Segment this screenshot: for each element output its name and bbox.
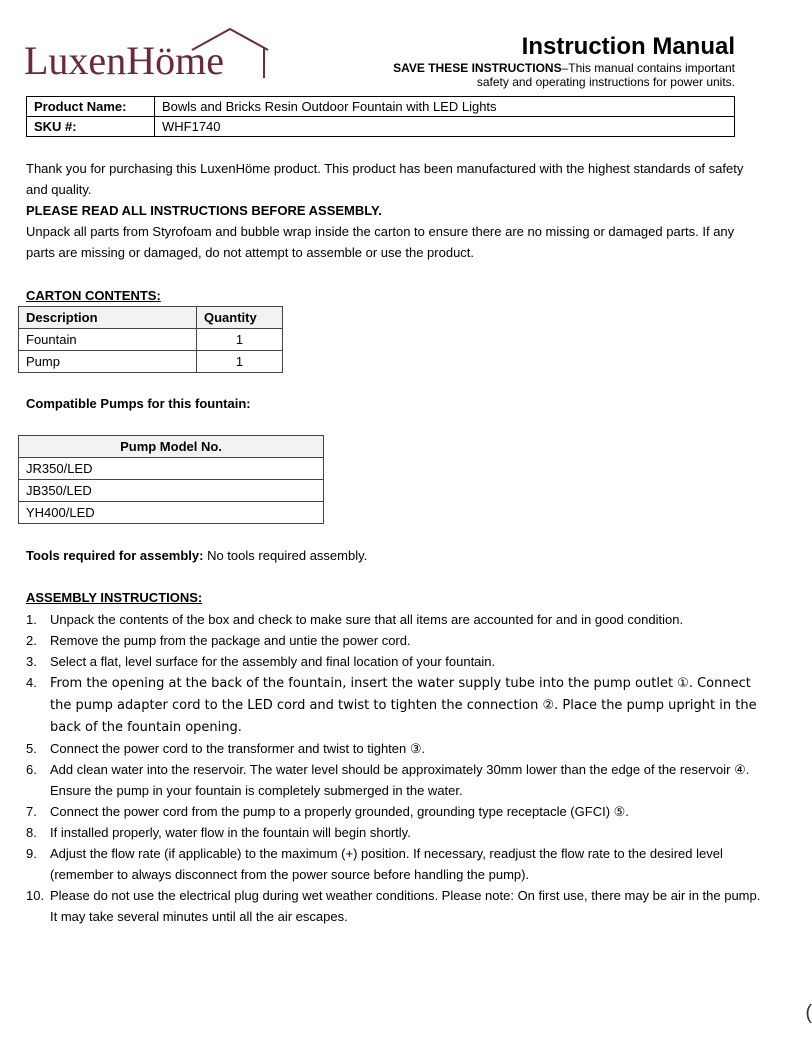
step-text: Unpack the contents of the box and check to make sure that all items are accounted for and in good condition. [50,612,684,627]
step-text: Connect the power cord from the pump to a properly grounded, grounding type receptacle (GFCI) ⑤. [50,804,629,819]
list-item [26,843,766,885]
save-instructions-bold: SAVE THESE INSTRUCTIONS [393,61,562,75]
manual-title: Instruction Manual [521,33,735,60]
list-item [26,630,766,651]
carton-item-quantity: 1 [197,329,283,351]
carton-contents-table [18,306,283,373]
carton-item-quantity: 1 [197,351,283,373]
product-info-table [26,96,735,137]
step-text: Connect the power cord to the transformer and twist to tighten ③. [50,741,426,756]
tools-label: Tools required for assembly: [26,548,204,563]
table-header-row [19,436,324,458]
brand-logo-text: LuxenHöme [24,38,224,83]
list-item [26,738,766,759]
list-item [26,651,766,672]
pump-model: JB350/LED [19,480,324,502]
step-number: 7. [26,804,37,819]
step-text: Please do not use the electrical plug during wet weather conditions. Please note: On first use, there may be air in the pump. It may take several minutes until all the air escapes. [50,888,761,924]
table-row [19,502,324,524]
list-item [26,885,766,927]
carton-contents-heading: CARTON CONTENTS: [26,288,161,303]
step-number: 2. [26,633,37,648]
step-text: If installed properly, water flow in the fountain will begin shortly. [50,825,411,840]
pump-model: YH400/LED [19,502,324,524]
list-item [26,801,766,822]
save-instructions-note [393,61,735,89]
step-text: Add clean water into the reservoir. The water level should be approximately 30mm lower than the edge of the reservoir ④. Ensure the pump in your fountain is completely submerged in the water. [50,762,750,798]
step-number: 1. [26,612,37,627]
step-number: 8. [26,825,37,840]
save-instructions-line2: safety and operating instructions for power units. [476,75,735,89]
save-instructions-rest: –This manual contains important [561,61,735,75]
step-number: 4. [26,675,37,690]
table-row [19,480,324,502]
intro-section [26,158,766,263]
pump-models-table [18,435,324,524]
step-number: 3. [26,654,37,669]
page-edge-mark: ( [805,1002,812,1024]
unpack-text: Unpack all parts from Styrofoam and bubble wrap inside the carton to ensure there are no missing or damaged parts. If any parts are missing or damaged, do not attempt to assemble or use the product. [26,224,735,260]
table-row [19,329,283,351]
sku-value: WHF1740 [155,117,735,137]
thank-you-text: Thank you for purchasing this LuxenHöme product. This product has been manufactured with the highest standards of safety and quality. [26,161,744,197]
step-text: Adjust the flow rate (if applicable) to the maximum (+) position. If necessary, readjust the flow rate to the desired level (remember to always disconnect from the power source before handling the pump). [50,846,723,882]
list-item [26,672,766,738]
read-instructions-warning: PLEASE READ ALL INSTRUCTIONS BEFORE ASSEMBLY. [26,203,382,218]
pump-model-header: Pump Model No. [19,436,324,458]
step-text: From the opening at the back of the fountain, insert the water supply tube into the pump outlet ①. Connect the pump adapter cord to the LED cord and twist to tighten the connection ②. Place the pump upright in the back of the fountain opening. [50,676,757,735]
brand-logo [24,26,272,82]
step-number: 6. [26,762,37,777]
list-item [26,759,766,801]
pump-model: JR350/LED [19,458,324,480]
tools-required [26,545,367,566]
description-header: Description [19,307,197,329]
product-name-row [27,97,735,117]
carton-item-description: Pump [19,351,197,373]
list-item [26,822,766,843]
table-row [19,458,324,480]
step-number: 10. [26,888,45,903]
product-name-value: Bowls and Bricks Resin Outdoor Fountain with LED Lights [155,97,735,117]
step-text: Remove the pump from the package and untie the power cord. [50,633,411,648]
tools-value: No tools required assembly. [203,548,368,563]
step-number: 9. [26,846,37,861]
compatible-pumps-heading: Compatible Pumps for this fountain: [26,396,251,411]
step-text: Select a flat, level surface for the assembly and final location of your fountain. [50,654,496,669]
step-number: 5. [26,741,37,756]
carton-item-description: Fountain [19,329,197,351]
table-header-row [19,307,283,329]
assembly-heading: ASSEMBLY INSTRUCTIONS: [26,590,203,605]
quantity-header: Quantity [197,307,283,329]
sku-row [27,117,735,137]
table-row [19,351,283,373]
product-name-label: Product Name: [27,97,155,117]
list-item [26,609,766,630]
sku-label: SKU #: [27,117,155,137]
assembly-steps-list [26,609,766,927]
